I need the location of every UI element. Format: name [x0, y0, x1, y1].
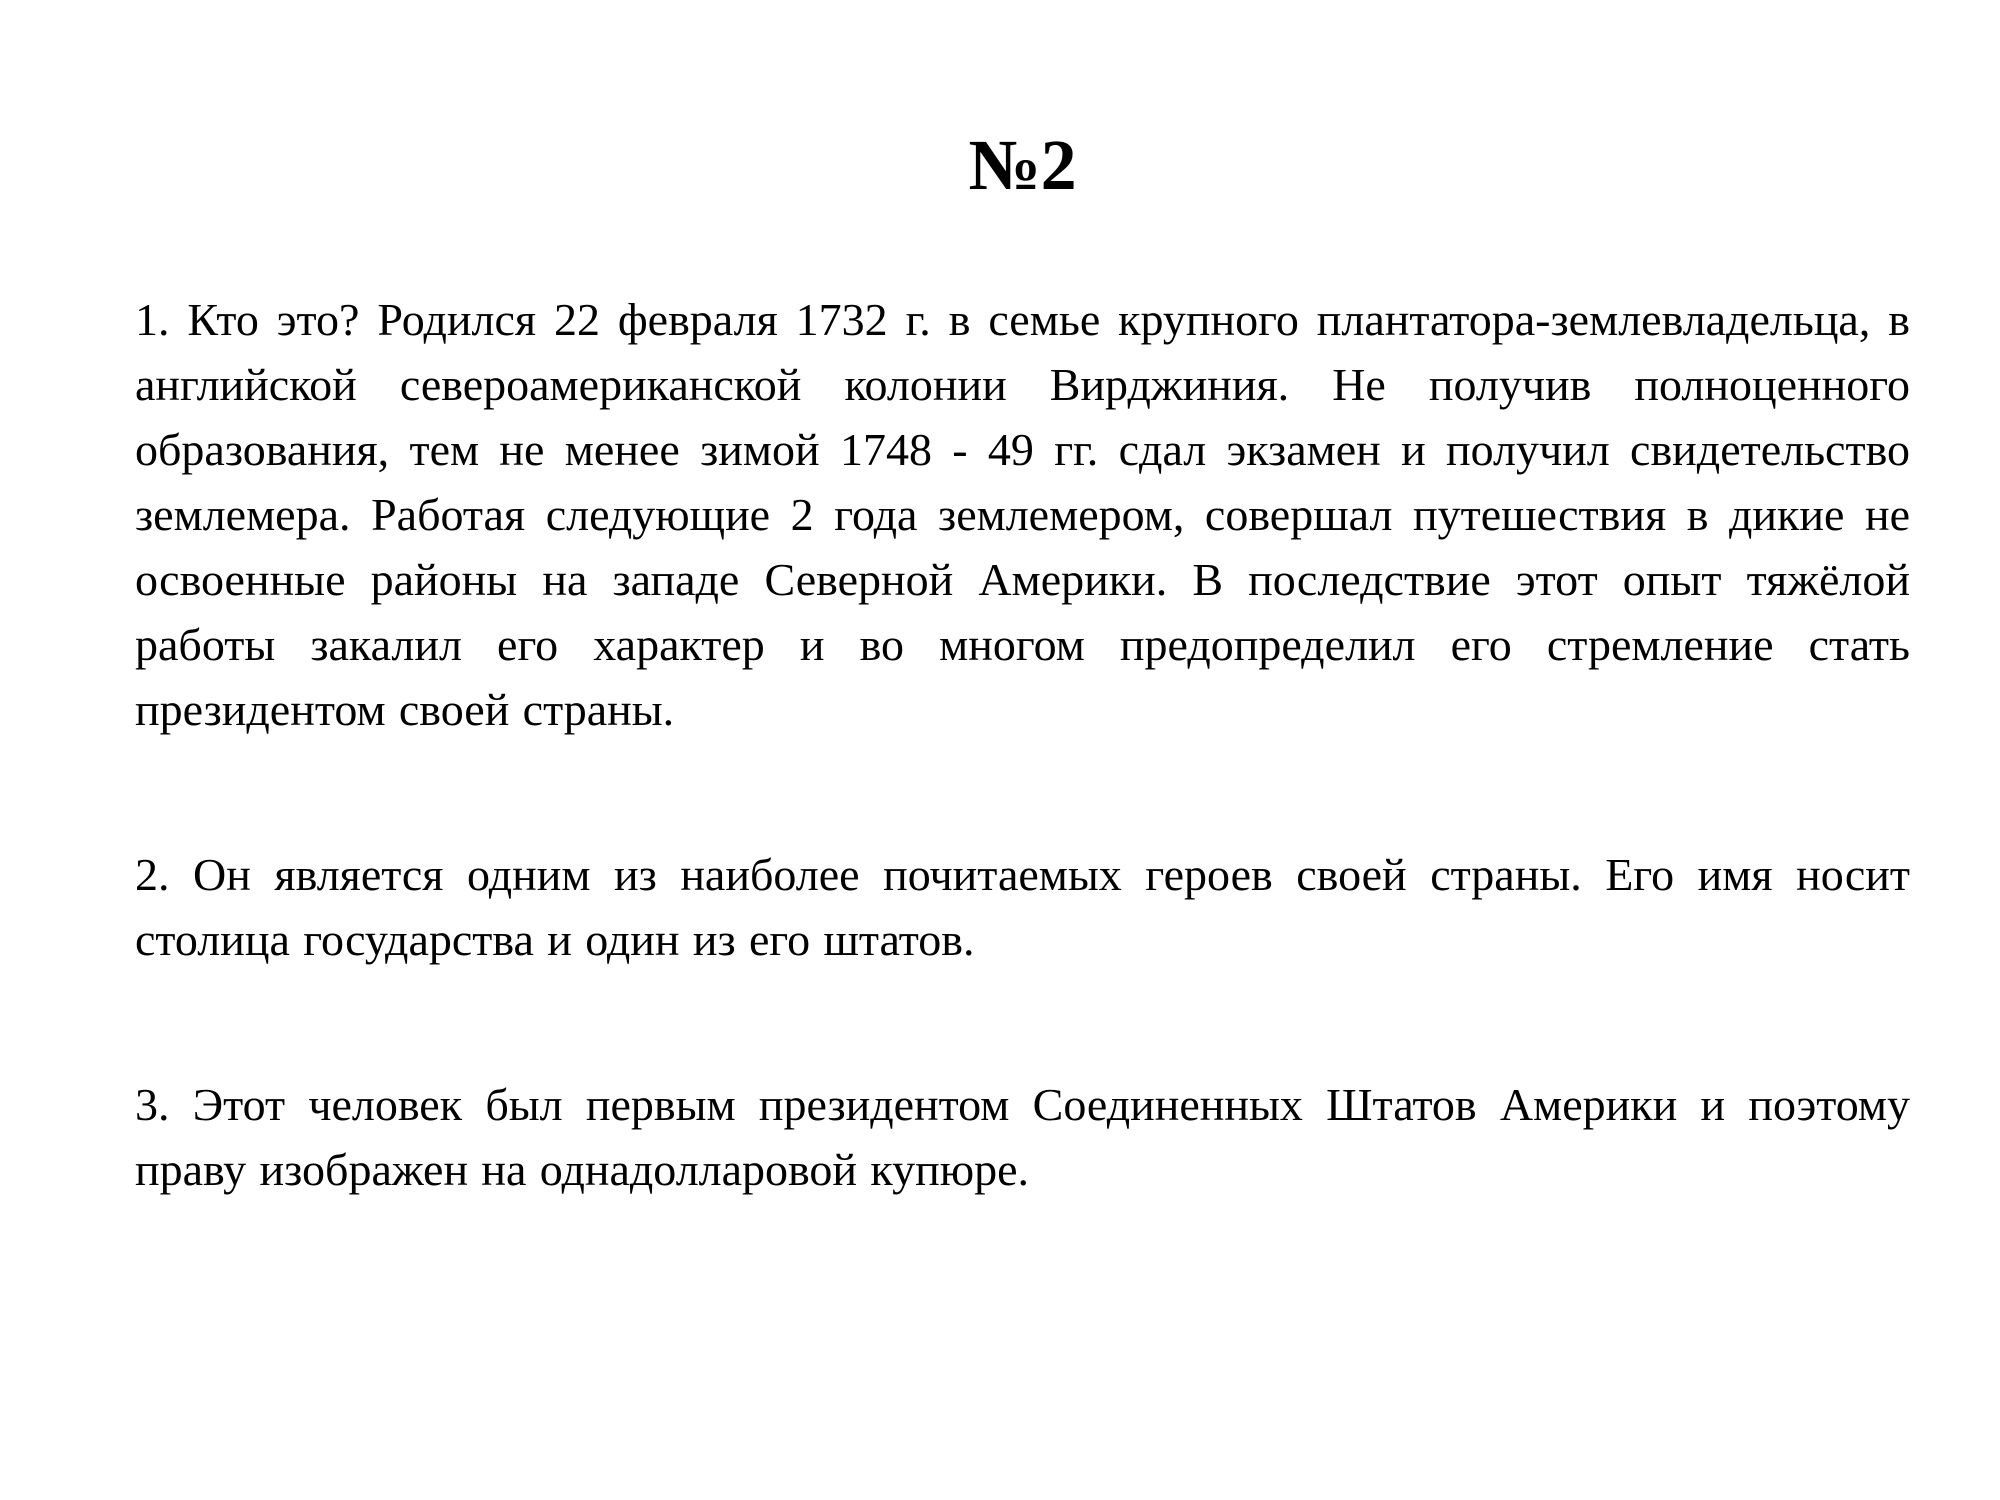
paragraph-question-2: 2. Он является одним из наиболее почитаемых героев своей страны. Его имя носит столица государства и один из его штатов.: [135, 849, 1910, 966]
document-title: №2: [968, 125, 1077, 205]
paragraph-question-1: 1. Кто это? Родился 22 февраля 1732 г. в семье крупного плантатора-землевладельца, в английской североамериканской колонии Вирджиния. Не получив полноценного образования, тем не менее зимой 1748 - 49 гг. сдал экзамен и получил свидетельство землемера. Работая следующие 2 года землемером, совершал путешествия в дикие не освоенные районы на западе Северной Америки. В последствие этот опыт тяжёлой работы закалил его характер и во многом предопределил его стремление стать президентом своей страны.: [135, 294, 1910, 736]
paragraph-question-3: 3. Этот человек был первым президентом Соединенных Штатов Америки и поэтому праву изображен на однадолларовой купюре.: [135, 1079, 1910, 1196]
